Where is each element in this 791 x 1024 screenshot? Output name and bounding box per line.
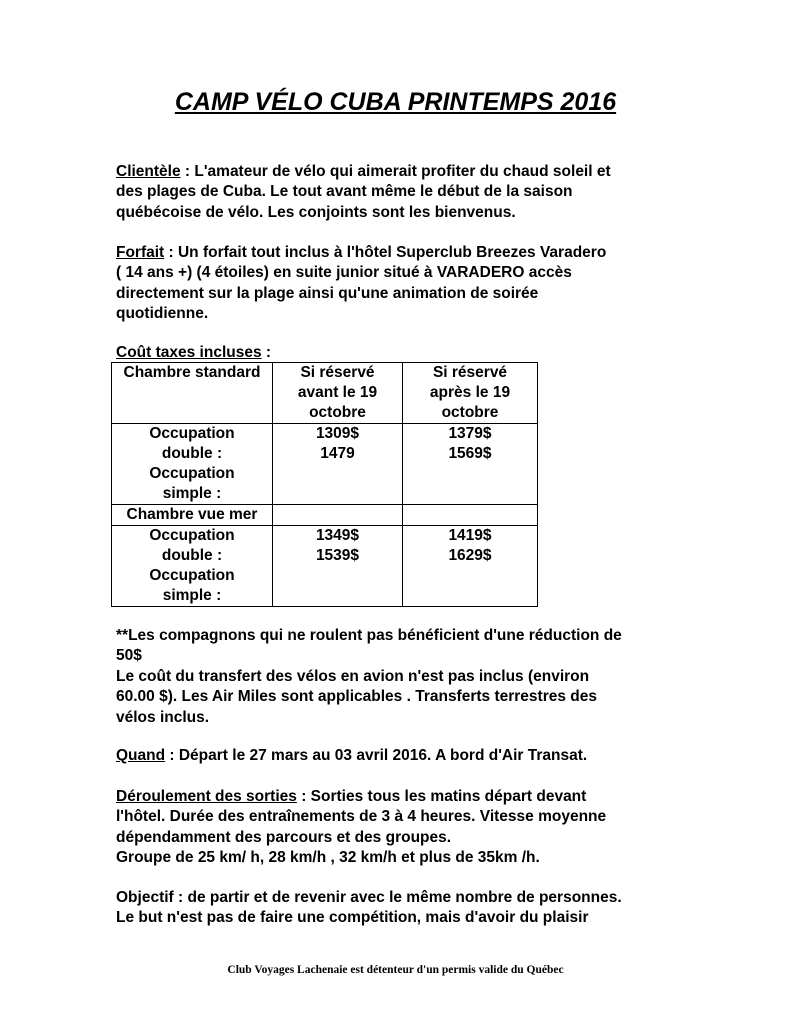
clientele-section xyxy=(116,162,696,223)
deroulement-line: Groupe de 25 km/ h, 28 km/h , 32 km/h et plus de 35km /h. xyxy=(116,849,540,867)
forfait-line: quotidienne. xyxy=(116,305,209,323)
price-after: 1419$ 1629$ xyxy=(403,526,538,607)
quand-text: : Départ le 27 mars au 03 avril 2016. A bord d'Air Transat. xyxy=(165,747,588,764)
table-row xyxy=(112,526,538,607)
forfait-line: : Un forfait tout inclus à l'hôtel Superclub Breezes Varadero xyxy=(164,244,607,261)
deroulement-section xyxy=(116,787,696,869)
clientele-line: des plages de Cuba. Le tout avant même le début de la saison xyxy=(116,183,573,201)
price-before: 1349$ 1539$ xyxy=(273,526,403,607)
note-line: **Les compagnons qui ne roulent pas bénéficient d'une réduction de xyxy=(116,627,622,644)
deroulement-line: dépendamment des parcours et des groupes. xyxy=(116,828,452,846)
table-row xyxy=(112,424,538,505)
header-before: Si réservé avant le 19 octobre xyxy=(273,363,403,424)
note-line: vélos inclus. xyxy=(116,708,210,726)
price-before: 1309$ 1479 xyxy=(273,424,403,505)
table-row xyxy=(112,363,538,424)
occupation-label: Occupation double : Occupation simple : xyxy=(112,424,273,505)
note-line: Le coût du transfert des vélos en avion n'est pas inclus (environ xyxy=(116,667,590,685)
quand-section xyxy=(116,746,696,766)
objectif-line: Objectif : de partir et de revenir avec le même nombre de personnes. xyxy=(116,889,622,906)
forfait-line: directement sur la plage ainsi qu'une animation de soirée xyxy=(116,284,539,302)
note-line: 60.00 $). Les Air Miles sont applicables . Transferts terrestres des xyxy=(116,688,597,706)
empty-cell xyxy=(273,505,403,526)
cout-section xyxy=(116,343,696,363)
clientele-line: québécoise de vélo. Les conjoints sont les bienvenus. xyxy=(116,203,516,221)
objectif-section xyxy=(116,888,696,929)
rates-table xyxy=(111,362,538,607)
deroulement-line: : Sorties tous les matins départ devant xyxy=(296,788,587,805)
header-after: Si réservé après le 19 octobre xyxy=(403,363,538,424)
empty-cell xyxy=(403,505,538,526)
cout-suffix: : xyxy=(261,344,272,361)
page-title: CAMP VÉLO CUBA PRINTEMPS 2016 xyxy=(174,88,617,116)
price-after: 1379$ 1569$ xyxy=(403,424,538,505)
note-line: 50$ xyxy=(116,647,142,665)
clientele-label: Clientèle xyxy=(116,163,181,180)
clientele-line: : L'amateur de vélo qui aimerait profiter du chaud soleil et xyxy=(180,163,611,180)
forfait-line: ( 14 ans +) (4 étoiles) en suite junior situé à VARADERO accès xyxy=(116,264,572,282)
table-row xyxy=(112,505,538,526)
occupation-label: Occupation double : Occupation simple : xyxy=(112,526,273,607)
quand-label: Quand xyxy=(116,747,166,764)
footer-note: Club Voyages Lachenaie est détenteur d'un permis valide du Québec xyxy=(227,964,564,976)
cout-label: Coût taxes incluses xyxy=(116,344,262,361)
header-room-type: Chambre standard xyxy=(112,363,273,424)
notes-section xyxy=(116,626,696,728)
vue-mer-label: Chambre vue mer xyxy=(112,505,273,526)
forfait-label: Forfait xyxy=(116,244,165,261)
objectif-line: Le but n'est pas de faire une compétition, mais d'avoir du plaisir xyxy=(116,909,589,927)
deroulement-line: l'hôtel. Durée des entraînements de 3 à 4 heures. Vitesse moyenne xyxy=(116,808,607,826)
forfait-section xyxy=(116,243,696,325)
deroulement-label: Déroulement des sorties xyxy=(116,788,297,805)
